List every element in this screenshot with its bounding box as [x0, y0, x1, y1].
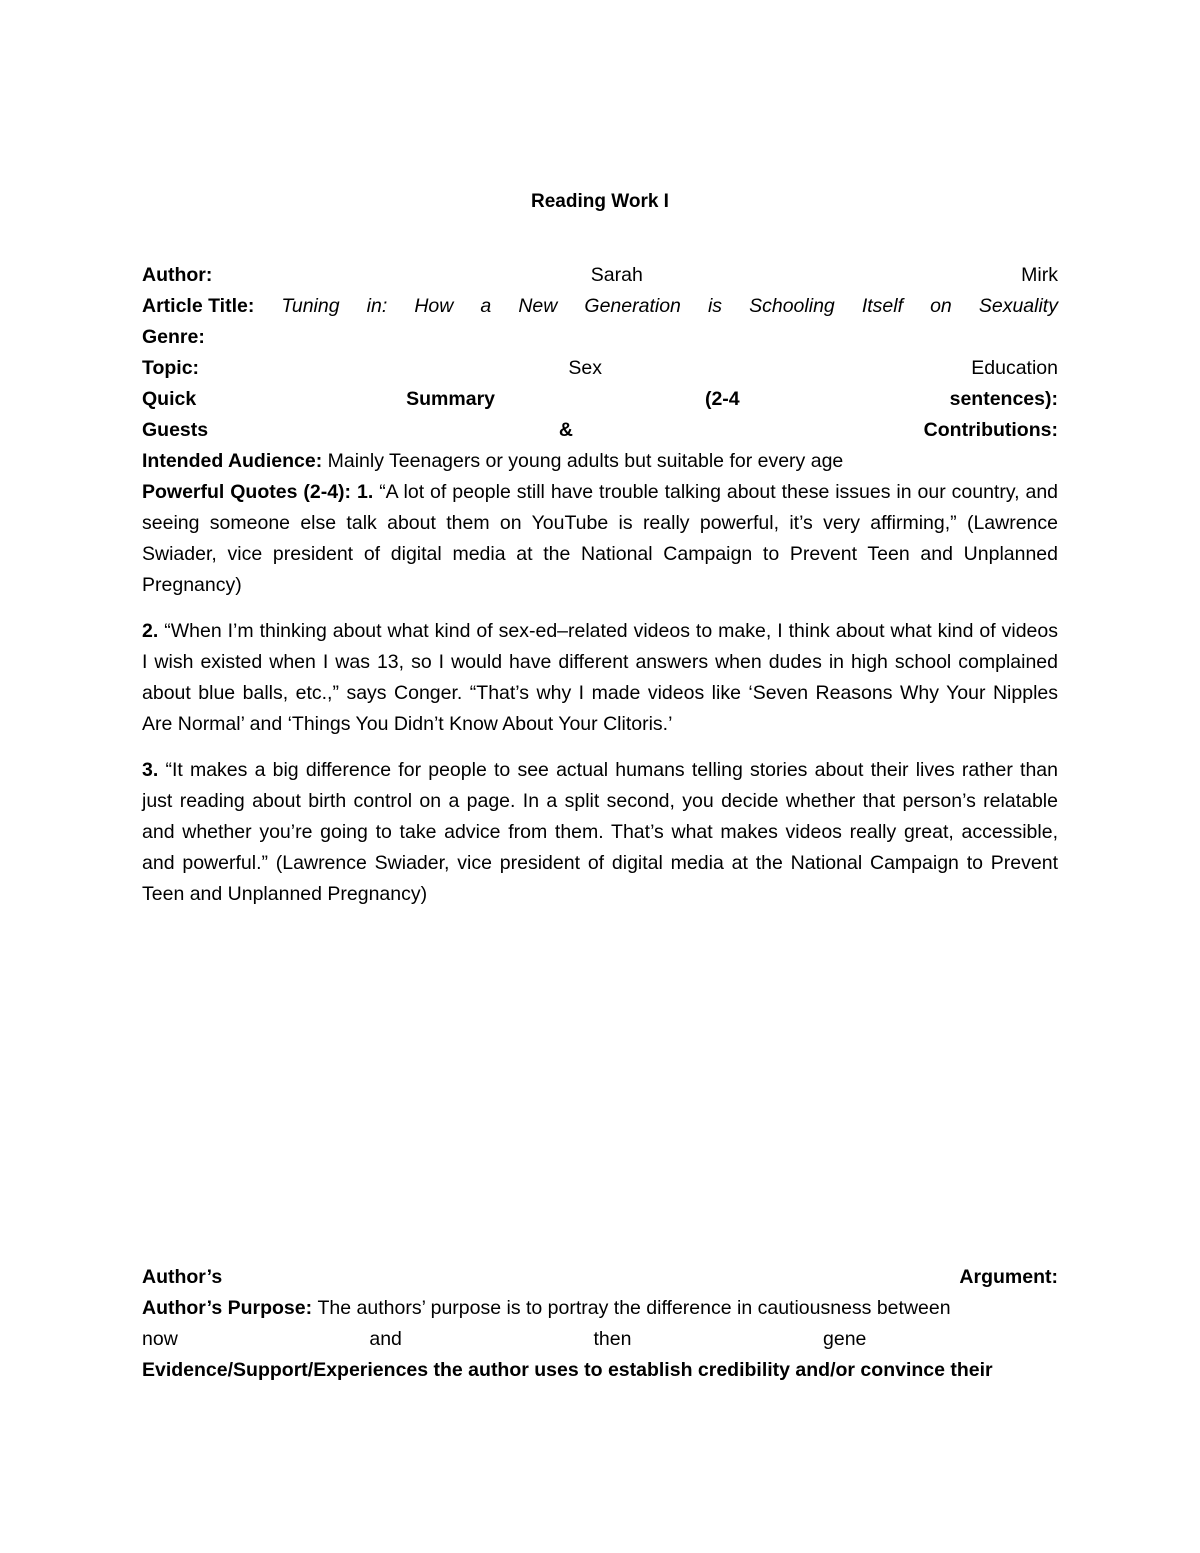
article-title-word: Tuning	[281, 295, 340, 317]
quote-1-number: 1.	[356, 481, 374, 503]
quote-3	[142, 755, 1058, 910]
article-title-word: Generation	[584, 295, 681, 317]
quote-2-text: “When I’m thinking about what kind of sex-ed–related videos to make, I think about what kind of videos I wish existed when I was 13, so I would have different answers when dudes in high school complained about blue balls, etc.,” says Conger. “That’s why I made videos like ‘Seven Reasons Why Your Nipples Are Normal’ and ‘Things You Didn’t Know About Your Clitoris.’	[142, 620, 1058, 735]
author-line	[142, 260, 1058, 291]
article-title-word: a	[480, 295, 492, 317]
evidence-label: Evidence/Support/Experiences the author uses to establish credibility and/or convince their	[142, 1359, 993, 1381]
audience-label: Intended Audience:	[142, 450, 323, 472]
summary-label-word: Summary	[406, 388, 496, 410]
quote-1	[142, 477, 1058, 601]
purpose-text: The authors’ purpose is to portray the difference in cautiousness between	[317, 1297, 951, 1319]
quote-3-number: 3.	[142, 759, 159, 781]
argument-label-word: Author’s	[142, 1266, 223, 1288]
purpose-cont-word: and	[369, 1328, 402, 1350]
article-title-word: Sexuality	[978, 295, 1058, 317]
author-first-name: Sarah	[590, 264, 643, 286]
article-title-word: How	[414, 295, 454, 317]
argument-label-word: Argument:	[959, 1266, 1058, 1288]
quotes-label: Powerful Quotes (2-4):	[142, 481, 352, 503]
footer-fields	[142, 1262, 1058, 1386]
audience-line	[142, 446, 1058, 477]
genre-label: Genre:	[142, 326, 205, 348]
article-title-word: Itself	[861, 295, 904, 317]
guests-label-word: Contributions:	[923, 419, 1058, 441]
evidence-line	[142, 1355, 1058, 1386]
purpose-content	[142, 1293, 951, 1324]
audience-value: Mainly Teenagers or young adults but suitable for every age	[327, 450, 844, 472]
topic-word: Sex	[568, 357, 602, 379]
purpose-cont-word: gene	[823, 1328, 867, 1350]
summary-label-word: Quick	[142, 388, 197, 410]
author-last-name: Mirk	[1021, 264, 1058, 286]
topic-word: Education	[971, 357, 1058, 379]
summary-label-word: sentences):	[949, 388, 1058, 410]
article-title-word: Schooling	[749, 295, 835, 317]
summary-line	[142, 384, 1058, 415]
guests-label-word: &	[558, 419, 573, 441]
purpose-cont-word: then	[593, 1328, 632, 1350]
quote-2	[142, 616, 1058, 740]
article-title-word: on	[930, 295, 952, 317]
article-title-line	[142, 291, 1058, 322]
article-title-label: Article Title:	[142, 295, 255, 317]
guests-label-word: Guests	[142, 419, 209, 441]
quote-2-number: 2.	[142, 620, 159, 642]
guests-line	[142, 415, 1058, 446]
purpose-line	[142, 1293, 1058, 1324]
summary-label-word: (2-4	[704, 388, 740, 410]
purpose-cont-word: now	[142, 1328, 178, 1350]
header-fields	[142, 260, 1058, 910]
argument-line	[142, 1262, 1058, 1293]
purpose-continuation-line	[142, 1324, 1058, 1355]
genre-line	[142, 322, 1058, 353]
article-title-word: New	[518, 295, 558, 317]
topic-label: Topic:	[142, 357, 200, 379]
purpose-label: Author’s Purpose:	[142, 1297, 313, 1319]
quote-3-text: “It makes a big difference for people to see actual humans telling stories about their lives rather than just reading about birth control on a page. In a split second, you decide whether that person’s relatable and whether you’re going to take advice from them. That’s what makes videos really great, accessible, and powerful.” (Lawrence Swiader, vice president of digital media at the National Campaign to Prevent Teen and Unplanned Pregnancy)	[142, 759, 1058, 905]
author-label: Author:	[142, 264, 213, 286]
article-title-word: in:	[366, 295, 388, 317]
document-title: Reading Work I	[531, 191, 669, 212]
article-title-word: is	[707, 295, 723, 317]
topic-line	[142, 353, 1058, 384]
quote-1-text: “A lot of people still have trouble talking about these issues in our country, and seeing someone else talk about them on YouTube is really powerful, it’s very affirming,” (Lawrence Swiader, vice president of digital media at the National Campaign to Prevent Teen and Unplanned Pregnancy)	[142, 481, 1059, 596]
